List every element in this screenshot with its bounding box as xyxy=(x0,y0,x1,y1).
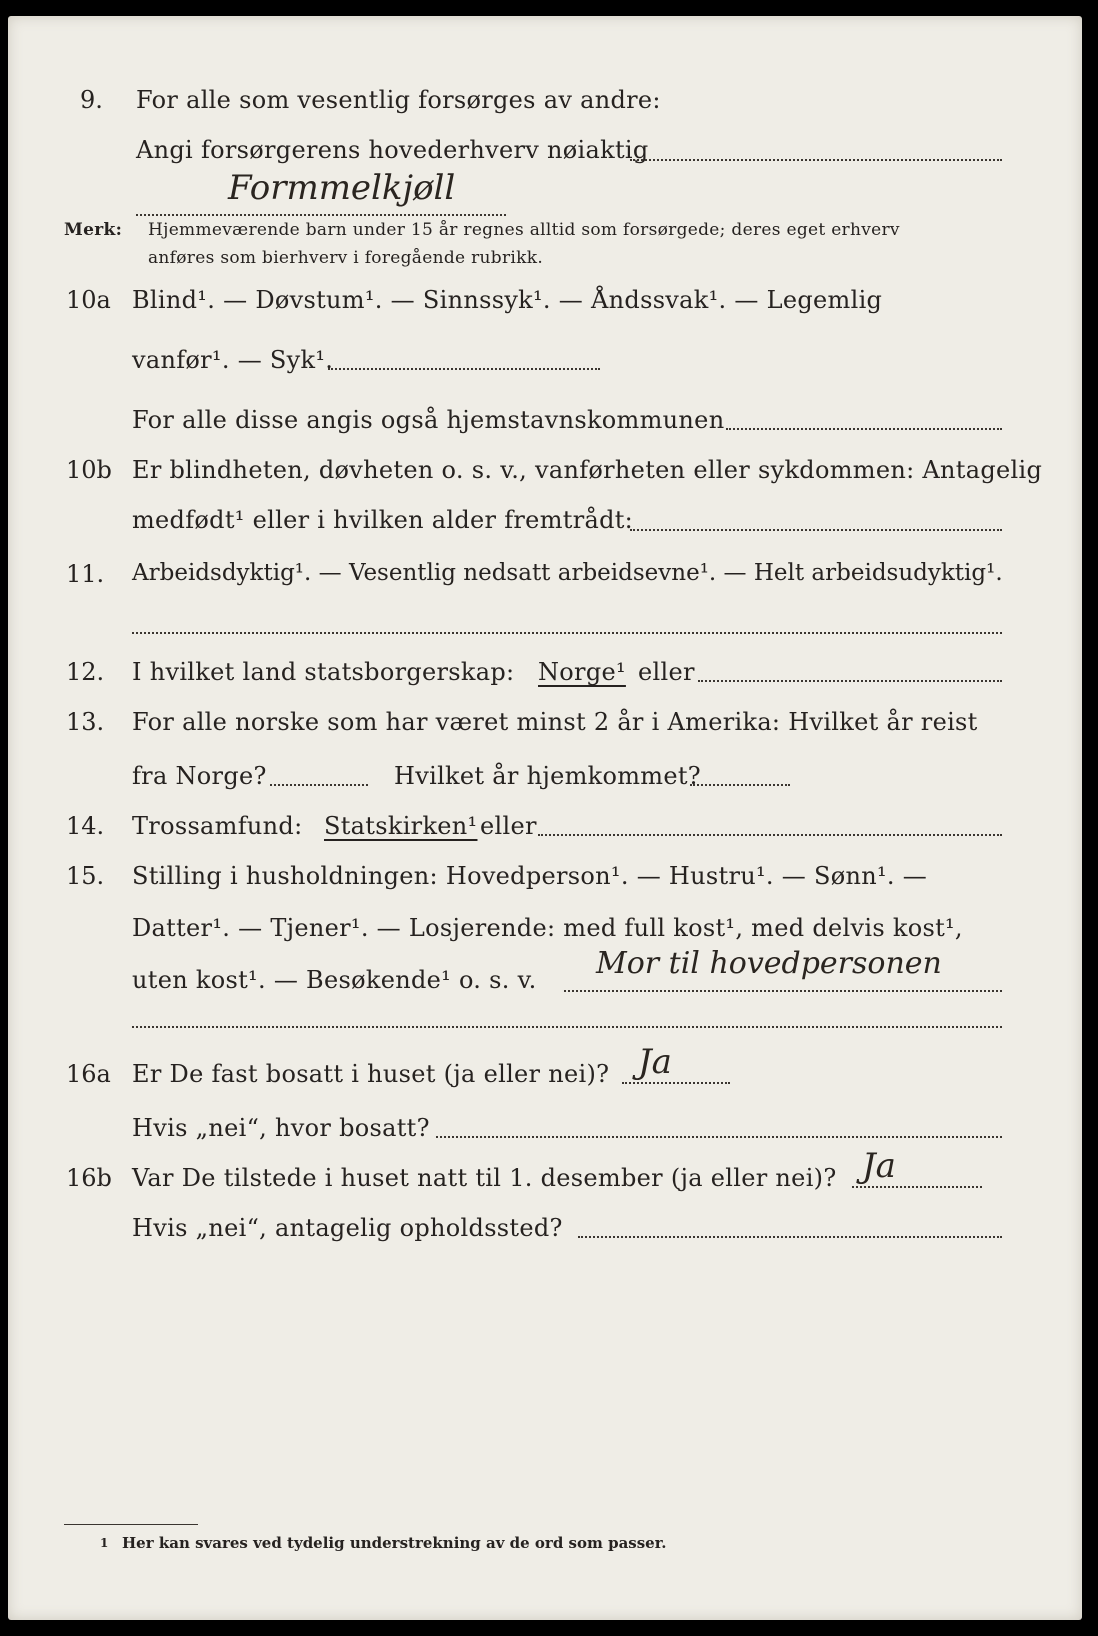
item-number-12: 12. xyxy=(66,658,105,686)
q10a-line2: vanfør¹. — Syk¹. xyxy=(132,346,334,374)
q12-dotted-line xyxy=(698,680,1002,682)
item-number-13: 13. xyxy=(66,708,105,736)
q9-dotted-line xyxy=(630,159,1002,161)
q15-dotted-line xyxy=(132,1026,1002,1028)
q15-line3: uten kost¹. — Besøkende¹ o. s. v. xyxy=(132,966,537,994)
q16a-bosatt-line xyxy=(436,1136,1002,1138)
q15-line2: Datter¹. — Tjener¹. — Losjerende: med full kost¹, med delvis kost¹, xyxy=(132,914,963,942)
q13-line2a: fra Norge? xyxy=(132,762,267,790)
q12-option-norge: Norge¹ xyxy=(538,658,626,686)
footnote-rule xyxy=(64,1524,198,1525)
q10a-line1: Blind¹. — Døvstum¹. — Sinnssyk¹. — Åndssvak¹. — Legemlig xyxy=(132,286,883,314)
q9-handwritten-answer: Formmelkjøll xyxy=(228,168,456,208)
q11-dotted-line xyxy=(132,632,1002,634)
item-number-9: 9. xyxy=(80,86,103,114)
item-number-11: 11. xyxy=(66,560,105,588)
q13-line1: For alle norske som har været minst 2 år i Amerika: Hvilket år reist xyxy=(132,708,978,736)
form-page xyxy=(8,16,1082,1620)
q16a-answer-line xyxy=(622,1082,730,1084)
q10a-line3: For alle disse angis også hjemstavnskommunen xyxy=(132,406,725,434)
q12-prefix: I hvilket land statsborgerskap: xyxy=(132,658,515,686)
q12-suffix: eller xyxy=(638,658,695,686)
q14-prefix: Trossamfund: xyxy=(132,812,303,840)
q10b-dotted-line xyxy=(630,529,1002,531)
q10b-line2: medfødt¹ eller i hvilken alder fremtrådt: xyxy=(132,506,634,534)
q10a-syk-line xyxy=(328,368,600,370)
q9-line1: For alle som vesentlig forsørges av andre: xyxy=(136,86,661,114)
q16b-handwritten-answer: Ja xyxy=(862,1146,896,1186)
q16a-handwritten-answer: Ja xyxy=(638,1042,672,1082)
q16a-line1: Er De fast bosatt i huset (ja eller nei)? xyxy=(132,1060,610,1088)
merk-line1: Hjemmeværende barn under 15 år regnes alltid som forsørgede; deres eget erhverv xyxy=(148,220,900,240)
item-number-10b: 10b xyxy=(66,456,112,484)
item-number-16b: 16b xyxy=(66,1164,112,1192)
q11-line1: Arbeidsdyktig¹. — Vesentlig nedsatt arbeidsevne¹. — Helt arbeidsudyktig¹. xyxy=(132,560,1003,586)
item-number-10a: 10a xyxy=(66,286,111,314)
q15-answer-line xyxy=(564,990,1002,992)
merk-label: Merk: xyxy=(64,220,123,240)
q16b-answer-line xyxy=(852,1186,982,1188)
q9-line2: Angi forsørgerens hovederhverv nøiaktig xyxy=(136,136,649,164)
footnote-text: Her kan svares ved tydelig understrekning av de ord som passer. xyxy=(122,1534,667,1552)
q16a-line2: Hvis „nei“, hvor bosatt? xyxy=(132,1114,430,1142)
q14-option-statskirken: Statskirken¹ xyxy=(324,812,478,840)
item-number-15: 15. xyxy=(66,862,105,890)
q10b-line1: Er blindheten, døvheten o. s. v., vanførheten eller sykdommen: Antagelig xyxy=(132,456,1043,484)
item-number-16a: 16a xyxy=(66,1060,111,1088)
q15-handwritten-answer: Mor til hovedpersonen xyxy=(596,946,942,981)
merk-line2: anføres som bierhverv i foregående rubrikk. xyxy=(148,248,544,268)
q13-reist-line xyxy=(270,784,368,786)
footnote-mark: 1 xyxy=(100,1536,109,1550)
q14-dotted-line xyxy=(538,834,1002,836)
item-number-14: 14. xyxy=(66,812,105,840)
q13-line2b: Hvilket år hjemkommet? xyxy=(394,762,701,790)
q15-line1: Stilling i husholdningen: Hovedperson¹. — Hustru¹. — Sønn¹. — xyxy=(132,862,928,890)
q14-suffix: eller xyxy=(480,812,537,840)
q10a-kommune-line xyxy=(726,428,1002,430)
q16b-opholdssted-line xyxy=(578,1236,1002,1238)
q16b-line1: Var De tilstede i huset natt til 1. desember (ja eller nei)? xyxy=(132,1164,837,1192)
q9-answer-line xyxy=(136,214,506,216)
q16b-line2: Hvis „nei“, antagelig opholdssted? xyxy=(132,1214,563,1242)
q13-hjemkommet-line xyxy=(690,784,790,786)
